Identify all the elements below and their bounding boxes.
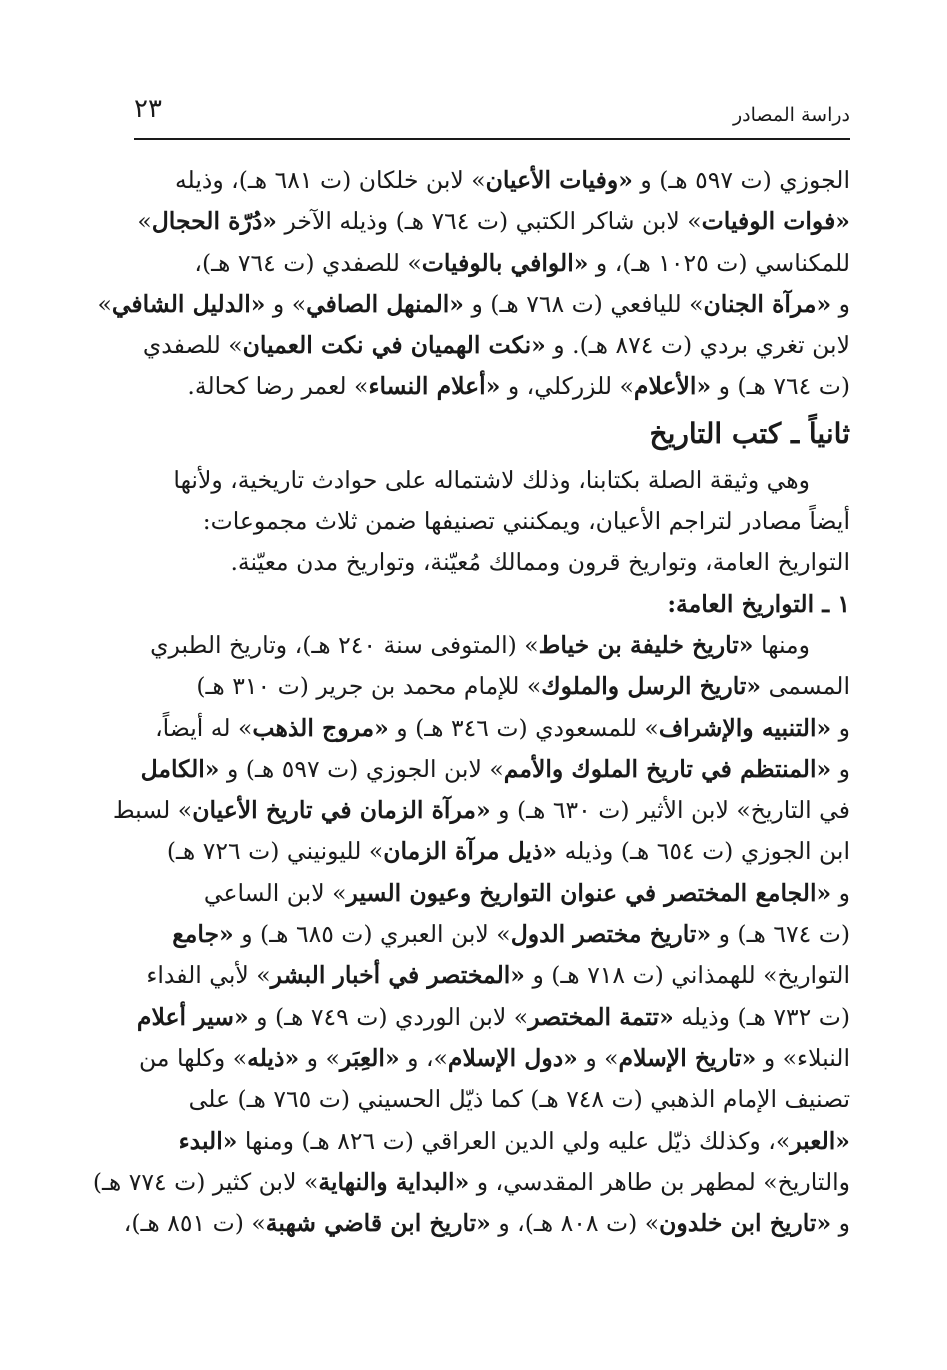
text-line: (ت ٧٦٤ هـ) و «الأعلام» للزركلي، و «أعلام النساء» لعمر رضا كحالة. [187, 372, 850, 401]
running-title: دراسة المصادر [732, 104, 850, 126]
section-heading: ثانياً ـ كتب التاريخ [649, 416, 850, 450]
text-line: و «الجامع المختصر في عنوان التواريخ وعيون السير» لابن الساعي [203, 878, 850, 907]
text-line: الجوزي (ت ٥٩٧ هـ) و «وفيات الأعيان» لابن خلكان (ت ٦٨١ هـ)، وذيله [174, 166, 850, 194]
text-line: و «مرآة الجنان» لليافعي (ت ٧٦٨ هـ) و «المنهل الصافي» و «الدليل الشافي» [97, 289, 850, 318]
text-line: ابن الجوزي (ت ٦٥٤ هـ) وذيله «ذيل مرآة الزمان» لليونيني (ت ٧٢٦ هـ) [166, 837, 850, 866]
text-line: أيضاً مصادر لتراجم الأعيان، ويمكنني تصنيفها ضمن ثلاث مجموعات: [202, 507, 850, 536]
text-line: وهي وثيقة الصلة بكتابنا، وذلك لاشتماله على حوادث تاريخية، ولأنها [173, 465, 810, 494]
text-line: «فوات الوفيات» لابن شاكر الكتبي (ت ٧٦٤ هـ) وذيله الآخر «دُرّة الحجال» [137, 207, 850, 236]
text-line: التواريخ العامة، وتواريخ قرون وممالك مُعيّنة، وتواريخ مدن معيّنة. [230, 548, 850, 577]
text-line: «العبر»، وكذلك ذيّل عليه ولي الدين العراقي (ت ٨٢٦ هـ) ومنها «البدء [178, 1126, 850, 1155]
text-line: ومنها «تاريخ خليفة بن خياط» (المتوفى سنة ٢٤٠ هـ)، وتاريخ الطبري [150, 630, 810, 659]
text-line: المسمى «تاريخ الرسل والملوك» للإمام محمد بن جرير (ت ٣١٠ هـ) [196, 672, 850, 701]
subsection-heading: ١ ـ التواريخ العامة: [667, 589, 850, 618]
text-line: و «التنبيه والإشراف» للمسعودي (ت ٣٤٦ هـ) و «مروج الذهب» له أيضاً، [155, 713, 850, 742]
text-line: النبلاء» و «تاريخ الإسلام» و «دول الإسلام»، و «العِبَر» و «ذيله» وكلها من [139, 1043, 850, 1072]
text-line: (ت ٦٧٤ هـ) و «تاريخ مختصر الدول» لابن العبري (ت ٦٨٥ هـ) و «جامع [172, 920, 850, 949]
page-header [134, 92, 850, 138]
text-line: التواريخ» للهمذاني (ت ٧١٨ هـ) و «المختصر في أخبار البشر» لأبي الفداء [146, 961, 850, 990]
paragraph-general-histories [92, 625, 850, 1244]
body-text [92, 160, 850, 1244]
paragraph-history-books-intro [134, 460, 850, 584]
header-rule [134, 138, 850, 140]
text-line: و «تاريخ ابن خلدون» (ت ٨٠٨ هـ)، و «تاريخ ابن قاضي شهبة» (ت ٨٥١ هـ)، [123, 1209, 850, 1238]
text-line: لابن تغري بردي (ت ٨٧٤ هـ). و «نكت الهميان في نكت العميان» للصفدي [142, 331, 850, 360]
text-line: في التاريخ» لابن الأثير (ت ٦٣٠ هـ) و «مرآة الزمان في تاريخ الأعيان» لسبط [112, 796, 850, 825]
paragraph-sources-biographies [97, 160, 850, 408]
text-line: (ت ٧٣٢ هـ) وذيله «تتمة المختصر» لابن الوردي (ت ٧٤٩ هـ) و «سير أعلام [136, 1002, 850, 1031]
text-line: للمكناسي (ت ١٠٢٥ هـ)، و «الوافي بالوفيات» للصفدي (ت ٧٦٤ هـ)، [194, 248, 850, 277]
text-line: و «المنتظم في تاريخ الملوك والأمم» لابن الجوزي (ت ٥٩٧ هـ) و «الكامل [140, 754, 850, 783]
text-line: والتاريخ» لمطهر بن طاهر المقدسي، و «البداية والنهاية» لابن كثير (ت ٧٧٤ هـ) [92, 1167, 850, 1196]
page-number: ٢٣ [134, 94, 162, 124]
text-line: تصنيف الإمام الذهبي (ت ٧٤٨ هـ) كما ذيّل الحسيني (ت ٧٦٥ هـ) على [188, 1085, 850, 1114]
